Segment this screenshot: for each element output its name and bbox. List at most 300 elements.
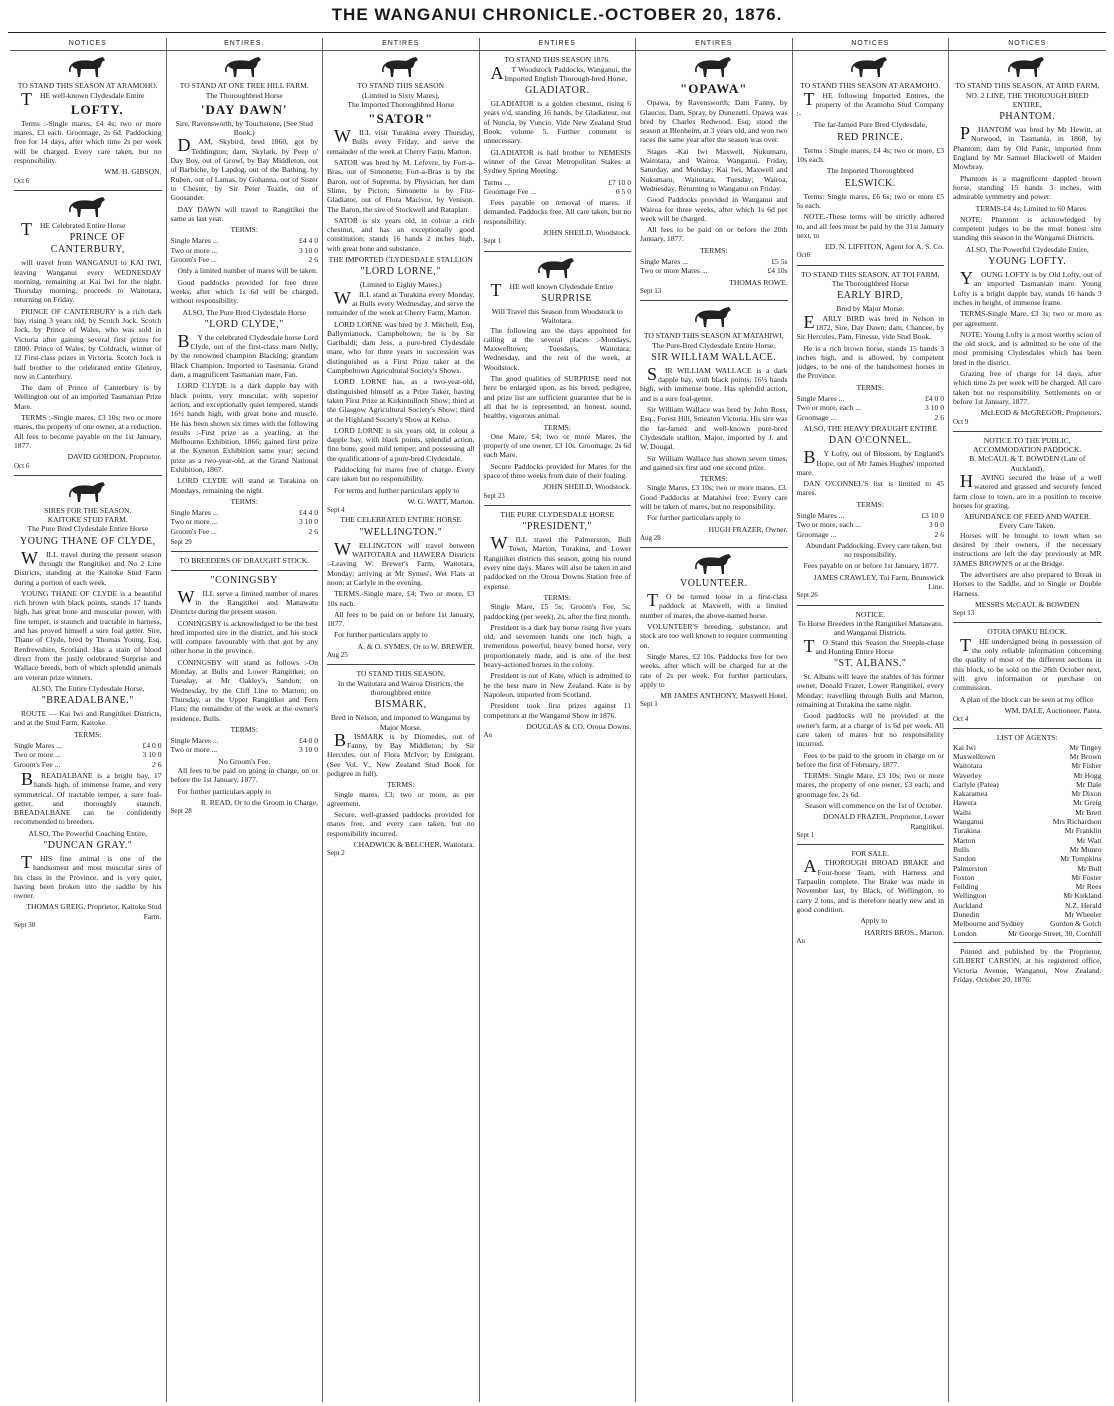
ad-subheading: KAITOKE STUD FARM. [47, 515, 128, 525]
terms-row: Two or more ... 3 10 0 [170, 517, 318, 527]
ad-text: PRINCE OF CANTERBURY is a rich dark bay, rising 3 years old, by Scotch Jock. Scotch Jock, by Prince of Wales, who was sold in Victoria after gaining several first prizes for £800. Prince of Wales, by Coldrach, winner of 12 First-class prizes in Victoria. Scotch Jock is half brother to the celebrated entire Glenroy, now in Canterbury. [14, 306, 162, 381]
terms-row: Groom's Fee ... 2 6 [170, 255, 318, 265]
ad-text: St. Albans will leave the stables of his former owner, Donald Frazer, Lower Rangitikei, every Monday; travelling through Bulls and Marton, remaining at Turakina the same night. [796, 672, 944, 710]
terms-table [171, 736, 319, 755]
horse-name: "LORD LORNE," [360, 266, 441, 278]
terms-row: Groomage ... 2 6 [796, 412, 944, 422]
ad-signature: DONALD FRAZER, Proprietor, Lower Rangitikei. [823, 812, 944, 831]
ad-text: Abundant Paddocking. Every care taken, but no responsibility. [805, 540, 942, 560]
ad-heading: NOTICE. [855, 609, 886, 619]
divider [640, 300, 788, 301]
horse-name: SIR WILLIAM WALLACE. [651, 351, 777, 363]
ad-date: Sept 1 [796, 830, 815, 839]
ad-text: ATHOROUGH BROAD BRAKE and Four-horse Team, with Harness and Tarpaulin complete. The Brake was made in November last, by Black, of Wellington, to carry 2 tons, and is therefore nearly new and in good condition. [796, 856, 944, 914]
ad-subheading: (Limited to Eighty Mares,) [359, 280, 442, 290]
ad-text: TO be turned loose in a first-class paddock at Maxwell, with a limited number of mares, the above-named horse. [640, 590, 788, 620]
ad-heading: TO STAND THIS SEASON, AT TOI FARM, [801, 269, 940, 279]
ad-text: All fees to be paid on or before 1st January, 1877. [327, 609, 475, 629]
ad-text: Phantom is a magnificent dappled brown horse, standing 15 hands 3 inches, with admirable symmetry and power. [953, 173, 1102, 202]
horse-name: DAN O'CONNEL. [828, 435, 912, 447]
ad-heading: THE PURE CLYDESDALE HORSE [500, 509, 615, 519]
column-header: ENTIRES [480, 38, 636, 51]
ad-signature: DOUGLAS & CO, Oroua Downs. [526, 721, 631, 731]
terms-table [171, 236, 319, 264]
ad-heading: TO STAND THIS SEASON, [356, 669, 446, 679]
ad-text: HAVING secured the lease of a well watered and grassed and securely fenced farm close to town, are in a position to receive horses for grazing. [953, 470, 1102, 510]
horse-name: ELSWICK. [844, 177, 896, 189]
ad-text: WILL travel during the present season through the Rangitikei and No 2 Line Districts, standing at the Kaitoke Stud Farm during a portion of each week. [14, 547, 162, 587]
ad-signature: THOMAS ROWE. [729, 277, 788, 287]
masthead [0, 0, 1114, 36]
ad-terms: Single mares, £3; two or more, as per agreement. [327, 789, 475, 808]
horse-name: "LORD CLYDE," [204, 318, 284, 330]
ad-text: Opawa, by Ravensworth; Dam Fanny, by Glaucus; Dam, Spray, by Dunezetti. Opawa was bred by Charles Redwood, Esq; stood the season at Blenheim, at 3 years old, and won two races the same year after the season was over. [640, 98, 788, 145]
ad-text: For further particulars apply to [647, 513, 741, 523]
ad-date: Aug 28 [640, 533, 661, 542]
column-header: ENTIRES [323, 38, 479, 51]
horse-name: BISMARK, [374, 699, 427, 711]
ad-heading: TO STAND THIS SEASON 1876. [504, 55, 611, 65]
ad-also: ALSO, The Powerful Coaching Entire, [28, 828, 147, 838]
ad-date: Oct 9 [953, 417, 969, 426]
ad-signature: ED. N. LIFFITON, Agent for A. S. Co. [824, 242, 944, 252]
ad-text: The advertisers are also prepared to Break in Horses to the Saddle, and to Single or Double Harness. [953, 569, 1102, 598]
agent-row: Hawera Mr Greig [953, 798, 1102, 808]
ad-date: Oct6 [796, 251, 811, 260]
ad-subheading: ABUNDANCE OF FEED AND WATER. [963, 512, 1091, 522]
agent-row: Turakina Mr Franklin [953, 826, 1102, 836]
ad-also: ALSO, The Entire Clydesdale Horse, [31, 683, 145, 693]
terms-table [484, 178, 632, 197]
ad-heading: THE CELEBRATED ENTIRE HORSE [340, 515, 462, 525]
ad-date: Oct 6 [14, 176, 30, 185]
horse-name: "WELLINGTON." [359, 526, 443, 538]
newspaper-title: THE WANGANUI CHRONICLE.-OCTOBER 20, 1876. [331, 5, 783, 24]
terms-row: Two or more, each ... 3 10 0 [796, 403, 944, 413]
terms-row: Two or more, each ... 3 0 0 [796, 520, 944, 530]
ad-terms: Terms :-Single mares, £4 4s; two or more mares, £3 each. Groomage, 2s 6d. Paddocking free for 14 days, after which time 2s per week will be charged. Every care taken, but no responsibility. [14, 118, 162, 166]
ad-heading: FOR SALE. [851, 849, 890, 859]
ad-text: Apply to [860, 916, 888, 926]
ad-note: NOTE: Young Lofty is a most worthy scion of the old stock, and is admitted to be one of the most promising Clydesdales which has been bred in the district. [953, 329, 1102, 367]
ad-note: NOTE: Phantom is acknowledged by competent judges to be the most honest sire standing this season in the Wanganui Districts. [953, 214, 1102, 243]
ad-text: Good paddocks will be provided at the owner's farm, at a charge of 1s 6d per week. All care taken of mares but no responsibility incurred. [796, 711, 944, 749]
horse-icon [223, 55, 265, 79]
ad-text: The dam of Prince of Canterbury is by Wellington out of an imported Tasmanian Prize Mare. [14, 383, 162, 411]
agent-row: Kai Iwi Mr Tingey [953, 742, 1102, 752]
ad-terms: TERMS: Single Mare, £3 10s; two or more mares, the property of one owner, £3 each, and groomage fee, 2s 6d. [796, 771, 944, 799]
horse-icon [67, 480, 109, 504]
ad-text: THE following Imported Entires, the property of the Aramoho Stud Company :- [796, 88, 944, 119]
agent-row: Auckland N.Z. Herald [953, 900, 1102, 910]
ad-text: Fees payable on removal of mares, if demanded. Paddocks free. All care taken, but no responsibility. [483, 198, 631, 226]
ad-intro: The Imported Thoroughbred [826, 166, 914, 176]
divider [484, 505, 632, 506]
ad-text: Sir William Wallace has shown seven times, and gained six first and one second prize. [640, 453, 788, 472]
column-6 [793, 38, 950, 1402]
ad-heading: SIRES FOR THE SEASON. [44, 505, 132, 515]
ad-text: CONINGSBY will stand as follows :-On Monday, at Bulls and Lower Rangitikei; on Tuesday, at Mr Oakley's, Sandon; on Wednesday, by the Cliff Line to Marton; on Thursday, at the Upper Rangitikei and Fern Flats; the remainder of the week at the owner's residence, Bulls. [170, 657, 318, 723]
ad-text: Only a limited number of mares will be taken. [177, 266, 318, 276]
ad-text: Fees to be paid to the groom in charge on or before the first of February, 1877. [796, 750, 944, 769]
agents-heading: LIST OF AGENTS: [996, 733, 1058, 743]
ad-text: Stages -Kai Iwi Maxwell, Nukumaru, Waitotara, and Wairoa. Wanganui, Friday, Saturday, and Monday; Kai Iwi, Maxwell and Nukumaru, Waitotara, Tuesday; Wairoa, Wednesday. Returning to Wanganui on Friday. [640, 146, 788, 193]
ad-date: Sept 30 [14, 921, 36, 930]
terms-label: TERMS: [856, 382, 884, 392]
agent-row: Waitotara Mr Fisher [953, 761, 1102, 771]
ad-date: Sept 1 [483, 237, 502, 246]
terms-table [797, 394, 945, 422]
ad-signature: CHADWICK & BELCHER, Waitotara. [353, 840, 475, 850]
ad-text: Season will commence on the 1st of October. [805, 801, 943, 810]
ad-text: SIR WILLIAM WALLACE is a dark dapple bay, with black points, 16½ hands high, with immense bone. Has splendid action, and is a sure foal-getter. [640, 363, 788, 403]
ad-text: All fees to be paid on or before the 20th January, 1877. [640, 225, 788, 244]
ad-subheading: Sire, Ravensworth, by Touchstone, (See Stud Book.) [175, 118, 313, 138]
column-header: ENTIRES [636, 38, 792, 51]
agent-row: Wellington Mr Kirkland [953, 891, 1102, 901]
ad-text: GLADIATOR is half brother to NEMESIS winner of the Great Metropolitan Stakes at Sydney Spring Meeting. [483, 147, 631, 176]
terms-label: TERMS: [543, 592, 571, 602]
horse-icon [693, 552, 735, 576]
ad-text: DAN O'CONNEL'S list is limited to 45 mares. [796, 479, 944, 498]
terms-row: Terms ... £7 10 0 [483, 177, 631, 187]
ad-terms: TERMS.-Single mare, £4; Two or more, £3 10s each. [327, 589, 475, 608]
ad-signature: THOMAS GREIG, Proprietor, Kaitoke Stud Farm. [26, 902, 162, 921]
horse-name: YOUNG LOFTY. [988, 256, 1067, 268]
ad-text: THE Celebrated Entire Horse [21, 218, 126, 239]
agent-row: Palmerston Mr Bull [953, 863, 1102, 873]
horse-icon [67, 195, 109, 219]
terms-row: Single Mares ... £4 0 0 [796, 394, 944, 404]
terms-label: TERMS: [230, 225, 258, 235]
ad-text: DAM, Skybird, bred 1860, got by Teddington; dam, Skylark, by Peep o' Day Boy, out of Growl, by Bay Middleton, out of Barbiche, by Lapdog, out of the Bathing, by Ruben, out of Lamas, by Gohanna, out of Sister to Chester, by Sir Peter Teazle, out of Goosander. [170, 135, 318, 203]
ad-text: For terms and further particulars apply to [334, 485, 460, 495]
ad-heading: TO STAND THIS SEASON, AT AIRD FARM, NO. 2 LINE, THE THOROUGH BRED ENTIRE, [955, 81, 1100, 109]
terms-table [14, 741, 162, 769]
masthead-rule [8, 32, 1106, 33]
ad-text: The following are the days appointed for calling at the several places :-Mondays, Maxwelltown; Tuesdays, Waitotara; Wednesday, and the rest of the week, at Woodstock. [483, 325, 631, 372]
terms-row: Two or more ... 3 10 0 [170, 745, 318, 755]
agents-list [953, 743, 1102, 938]
imprint: Printed and published by the Proprietor, GILBERT CARSON, at his registered office, Victoria Avenue, Wanganui, New Zealand. Friday, October 20, 1876. [953, 946, 1102, 984]
horse-icon [1006, 55, 1048, 79]
terms-row: Groom's Fee ... 2 6 [170, 526, 318, 536]
ad-signature: WM. DALE, Auctioneer, Patea. [1004, 705, 1102, 715]
horse-name: LOFTY. [70, 101, 124, 117]
agent-row: Kakaramea Mr Dixon [953, 789, 1102, 799]
terms-label: TERMS: [387, 780, 415, 790]
ad-date: Sept 13 [640, 286, 662, 295]
ad-text: Horses will be brought to town when so desired by their owners, if the necessary instructions are left the day previously at MR JAMES BROWN'S or at the Bridge. [953, 530, 1102, 568]
ad-intro: The Thoroughbred Horse [831, 279, 909, 289]
ad-text: He is a rich brown horse, stands 15 hands 3 inches high, and is allowed, by competent judges, to be one of the handsomest horses in the Province. [796, 343, 944, 381]
horse-name: YOUNG THANE OF CLYDE, [20, 535, 156, 547]
horse-icon [849, 55, 891, 79]
ad-subheading: ACCOMMODATION PADDOCK. [973, 445, 1082, 455]
terms-row: Groomage Fee ... 0 5 0 [483, 186, 631, 196]
ad-subheading: In the Waitotara and Wairoa Districts, the thoroughbred entire [337, 678, 464, 697]
terms-row: Two or more ... 3 10 0 [170, 245, 318, 255]
ad-date: Sept 23 [483, 491, 505, 500]
divider [953, 728, 1102, 729]
terms-row: Single Mares ... £4 0 0 [170, 736, 318, 746]
agent-row: Foxton Mr Foster [953, 872, 1102, 882]
agent-row: Wanganui Mrs Richardson [953, 817, 1102, 827]
ad-signature: WM. H. GIBSON. [104, 167, 162, 177]
terms-row: Two or more Mares ... £4 10s [640, 266, 788, 276]
terms-label: TERMS: [700, 474, 728, 484]
column-header: NOTICES [949, 38, 1106, 51]
ad-date: Au [796, 936, 806, 945]
agent-row: Marton Mr Watt [953, 835, 1102, 845]
horse-name: "OPAWA" [680, 81, 748, 97]
ad-date: Aug 25 [327, 651, 348, 660]
divider [953, 622, 1102, 623]
horse-name: "DUNCAN GRAY." [43, 840, 133, 851]
divider [484, 251, 632, 252]
horse-name: "ST. ALBANS." [833, 658, 907, 670]
columns [10, 38, 1106, 1402]
ad-intro: The far-famed Pure Bred Clydesdale, [813, 120, 927, 130]
ad-heading: TO STAND THIS SEASON AT MATAHIWI, [643, 331, 784, 341]
ad-subheading: To Horse Breeders in the Rangitikei Manawatu, and Wanganui Districts. [797, 618, 943, 638]
horse-name: RED PRINCE. [837, 131, 904, 143]
ad-terms: TERMS-£4 4s; Limited to 60 Mares [975, 203, 1086, 213]
ad-date: Sept 26 [796, 591, 818, 600]
divider [797, 844, 945, 845]
ad-text: A plan of the block can be seen at my office [960, 694, 1094, 704]
ad-text: Grazing free of charge for 14 days, after which time 2s per week will be charged. All care taken but no responsibility. Settlements on or before 1st January, 1877. [953, 369, 1102, 406]
ad-subheading: Every Care Taken. [999, 521, 1056, 531]
terms-label: TERMS: [74, 729, 102, 739]
ad-signature: JOHN SHEILD, Woodstock. [543, 228, 631, 238]
ad-date: Sept 4 [327, 506, 345, 515]
ad-heading: TO STAND AT ONE TREE HILL FARM. [179, 81, 309, 91]
agent-row: Waverley Mr Hogg [953, 770, 1102, 780]
terms-table [640, 257, 788, 276]
horse-name: EARLY BIRD, [837, 290, 904, 302]
ad-text: Single Mares, £2 10s. Paddocks free for two weeks, after which will be charged for at the rate of 2s per week. For further particulars, apply to [640, 651, 788, 689]
ad-date: Sept 13 [953, 609, 975, 618]
ad-text: WELLINGTON will travel between WAITOTARA and HAWERA Districts :-Leaving W. Brewer's Farm, Waitotara, Monday; arriving at Mr Symes', Wet Flats at noon; at Carlyle in the evening. [327, 538, 475, 587]
ad-text: Sir William Wallace was bred by John Ross, Esq., Forest Hill, Smeaton Victoria. His sire was the far-famed and well-known pure-bred Clydesdale stallion, Major, imported by J. and W. Dougal. [640, 405, 788, 452]
ad-text: For further particulars apply to [334, 630, 428, 640]
ad-text: BREADALBANE is a bright bay, 17 hands high, of immense frame, and very symmetrical. Of tractable temper, a sure foal-getter, and thoroughly staunch. BREADALBANE can be confidently recommended to breeders. [14, 768, 162, 827]
ad-also: ALSO, The Powerful Clydesdale Entire, [965, 244, 1089, 254]
ad-text: THE well known Clydesdale Entire [490, 279, 614, 300]
divider [953, 431, 1102, 432]
horse-icon [693, 305, 735, 329]
ad-intro: The Pure-Bred Clydesdale Entire Horse, [652, 340, 776, 350]
agent-row: Bulls Mr Munro [953, 844, 1102, 854]
ad-text: THIS fine animal is one of the handsomest and most muscular sires of his class in the Province, and is very quiet, having been broken into the saddle by his owner. [14, 852, 162, 901]
ad-intro: The Imported Thoroughbred Horse [347, 99, 455, 109]
ad-terms: One Mare, £4; two or more Mares, the property of one owner, £3 10s. Groomage, 2s 6d each Mare. [483, 431, 631, 460]
divider [327, 664, 475, 665]
ad-date: Sept 28 [170, 807, 192, 816]
ad-signature: DAVID GORDON, Proprietor. [67, 452, 162, 462]
horse-name: 'DAY DAWN' [200, 101, 288, 117]
ad-text: VOLUNTEER'S breeding, substance, and stock are too well known to require commenting on. [640, 622, 788, 650]
ad-names: B. McCAUL & T. BOWDEN (Late of Auckland), [969, 454, 1086, 473]
ad-text: The good qualities of SURPRISE need not here be enlarged upon, as his breed, pedigree, and prize list are sufficient guarantee that he is all that he is represented, an honest, sound, healthy, vigorous animal. [483, 374, 631, 421]
ad-heading: TO STAND THIS SEASON AT ARAMOHO. [800, 81, 941, 91]
ad-text: WILL stand at Turakina every Monday, at Bulls every Wednesday, and serve the remainder of the week at Cherry Farm, Marton. [327, 287, 475, 318]
ad-signature: W. G. WATT, Marton. [407, 496, 475, 506]
divider [171, 551, 319, 552]
ad-signature: JAMES CRAWLEY, Toi Farm, Brunswick Line. [813, 572, 944, 592]
ad-subheading: Bred in Nelson, and imported to Wanganui by Major Morse. [330, 713, 471, 732]
ad-text: LORD CLYDE will stand at Turakina on Mondays, remaining the night. [170, 476, 318, 495]
column-1 [10, 38, 167, 1402]
ad-signature: MR JAMES ANTHONY, Maxwell Hotel. [660, 691, 788, 701]
divider [640, 547, 788, 548]
terms-row: Single Mares ... £4 0 0 [14, 741, 162, 751]
ad-signature: JOHN SHEILD, Woodstock. [543, 482, 631, 492]
ad-text: WILL visit Turakina every Thursday, Bulls every Friday, and serve the remainder of the week at Cherry Farm, Marton. [327, 126, 475, 156]
terms-label: TERMS: [700, 245, 728, 255]
ad-date: Oct 4 [953, 715, 969, 724]
agent-row: Carlyle (Patea) Mr Dale [953, 779, 1102, 789]
horse-name: "CONINGSBY [210, 574, 278, 586]
ad-terms: TERMS-Single Mare, £3 3s; two or more as per agreement. [953, 309, 1102, 328]
terms-table [171, 508, 319, 536]
ad-subheading: (Limited to Sixty Mares), [361, 90, 440, 100]
ad-text: EARLY BIRD was bred in Nelson in 1872, Sire, Day Dawn; dam, Chancee, by Sir Hercules, Pam, Finesse, vide Stud Book. [796, 311, 944, 342]
ad-terms: TERMS :-Single mares, £3 10s; two or more mares, the property of one owner, at a reduction. All fees to become payable on the 1st January, 1877. [14, 413, 162, 450]
ad-terms: Terms: Single mares, £6 6s; two or more £5 5s each. [796, 191, 944, 210]
terms-label: TERMS: [230, 496, 258, 506]
column-header: NOTICES [10, 38, 166, 51]
ad-subheading: Will Travel this Season from Woodstock to Waitotara. [491, 306, 623, 326]
horse-name: "SATOR" [368, 111, 434, 127]
ad-text: BY Lofty, out of Blossom, by England's Hope, out of Mr James Hughes' imported mare. [796, 447, 944, 477]
ad-text: All fees to be paid on going in charge, on or before the 1st January, 1877. [170, 766, 318, 785]
ad-text: YOUNG THANE OF CLYDE is a beautiful rich brown with black points, stands 17 hands high, has great bone and muscular power, with fine temper, is staunch and tractable in harness, and has proved himself a sure foal getter. Sire, Thane of Clyde, bred by Thomas Young, Esq. Renfrewshire, Scotland. Has a stain of blood direct from the justly celebrated Surprise and Wallace breeds, both of which splendid animals are veteran prize winners. [14, 588, 162, 682]
ad-signature: A. & O. SYMES, Or to W. BREWER. [357, 641, 475, 651]
ad-subheading: Bred by Major Morse. [836, 304, 905, 314]
ad-text: CONINGSBY is acknowledged to be the best bred imported sire in the district, and his stock will compare favourably with that got by any other horse in the province. [170, 618, 318, 656]
ad-text: LORD LORNE has, as a two-year-old, distinguished himself as a Prize Taker, having taken First Prize at Kirkintulloch Show; third at the Glasgow Agricultural Society's Show; third at the Highland Society's Show at Kelso. [327, 377, 475, 424]
ad-text: Paddocking for mares free of charge. Every care taken but no responsibility. [327, 464, 475, 484]
ad-intro: THE IMPORTED CLYDESDALE STALLION [328, 255, 473, 265]
terms-row: Single Mares ... £4 4 0 [170, 236, 318, 246]
ad-date: Sept 29 [170, 538, 192, 547]
ad-date: Au [483, 731, 493, 740]
ad-intro: The Pure Bred Clydesdale Entire Horse [27, 524, 148, 534]
terms-row: Groomage ... 2 6 [796, 529, 944, 539]
terms-label: TERMS: [543, 422, 571, 432]
ad-text: No Groom's Fee. [218, 756, 271, 766]
column-4 [480, 38, 637, 1402]
ad-also: ALSO, THE HEAVY DRAUGHT ENTIRE [803, 423, 937, 433]
ad-text: LORD LORNE is six years old, in colour a dapple bay, with black points, splendid action, fine bone, good mild temper; and possessing all the qualifications of a pure-bred Clydesdale. [327, 425, 475, 463]
ad-heading: TO STAND THIS SEASON AT ARAMOHO. [17, 81, 158, 91]
ad-terms: Terms : Single mares, £4 4s; two or more, £3 10s each. [796, 145, 944, 165]
ad-signature: HARRIS BROS., Marton. [864, 927, 944, 937]
ad-text: WILL serve a limited number of mares in the Rangitikei and Manawatu Districts during the present season. [170, 586, 318, 617]
horse-name: "PRESIDENT," [522, 521, 593, 533]
ad-text: Secure, well-grassed paddocks provided for mares free, and every care taken, but no responsibility incurred. [327, 810, 475, 838]
terms-label: TERMS: [856, 499, 884, 509]
column-header: ENTIRES. [167, 38, 323, 51]
ad-text: LORD CLYDE is a dark dapple bay with black points, very muscular, with superior action, and exceptionally quiet tempered, stands 16½ hands high, with great bone and muscle. He has been shown six times with the following results :-First prize as a yearling, at the Melbourne Exhibition, 1866; gained first prize at the Kyneton Exhibition same year; second prize as a two-year-old, at the Grand National Exhibition, 1867. [170, 381, 318, 474]
ad-route: ROUTE — Kai Iwi and Rangitikei Districts, and at the Stud Farm, Kaitoke. [14, 709, 162, 728]
ad-text: LORD LORNE was bred by J. Mitchell, Esq, Ballymianock, Campbeltown; he is by Sir Garibaldi; dam Jess, a pure-bred Clydesdale mare, who for three years in succession was distinguished as a First Prize taker at the Campbeltown Agricultural Society's Shows. [327, 319, 475, 376]
divider [797, 605, 945, 606]
column-5 [636, 38, 793, 1402]
terms-table [797, 511, 945, 539]
ad-heading: TO BREEDERS OF DRAUGHT STOCK. [179, 556, 310, 566]
divider [14, 190, 162, 191]
ad-intro: The Thoroughbred Horse [205, 90, 283, 100]
terms-row: Single Mares ... £5 5s [640, 257, 788, 267]
ad-text: will travel from WANGANUI to KAI IWI, leaving Wanganui every WEDNESDAY morning, remaining at Kai Iwi for the night. Thursday morning, proceeds to Waitotara, returning on Friday. [14, 258, 162, 305]
horse-icon [67, 55, 109, 79]
ad-heading: OTOIA OPAKU BLOCK. [987, 627, 1068, 637]
ad-also: ALSO, The Pure Bred Clydesdale Horse [182, 307, 306, 317]
ad-text: Good paddocks provided for free three weeks, after which 1s 6d will be charged, without responsibility. [170, 277, 318, 306]
ad-text: Good Paddocks provided in Wanganui and Wairoa for three weeks, after which 1s 6d per week will be charged. [640, 195, 788, 223]
ad-terms: Single Mares, £3 10s; two or more mares, £3. Good Paddocks at Matahiwi free. Every care will be taken of mares, but no responsibility. [640, 483, 788, 511]
ad-text: THE well-known Clydesdale Entire [21, 88, 145, 109]
ad-text: Secure Paddocks provided for Mares for the space of three weeks from date of their foaling. [483, 461, 631, 480]
ad-text: President took first prizes against 11 competitors at the Wanganui Show in 1876. [483, 701, 631, 720]
ad-text: SATOR is six years old, in colour a rich chestnut, and has an exceptionally good constitution; stands 16 hands 2 inches high, with great bone and substance. [327, 215, 475, 253]
ad-text: BY the celebrated Clydesdale horse Lord Clyde, out of the first-class mare Nelly, by the renowned champion Blacking; grandam Black Champion. Imported to Tasmania. Grand dam, a magnificent Tasmanian mare, Fan. [170, 330, 318, 380]
ad-text: Fees payable on or before 1st January, 1877. [803, 561, 939, 571]
terms-row: Two or more ... 3 10 0 [14, 750, 162, 760]
divider [14, 475, 162, 476]
horse-icon [536, 256, 578, 280]
ad-text: DAY DAWN will travel to Rangitikei the same as last year. [170, 204, 318, 223]
agent-row: Maxwelltown Mr Brown [953, 752, 1102, 761]
ad-date: Sept 1 [640, 700, 658, 709]
ad-text: President is out of Kate, which is admitted to be the best mare in New Zealand. Kate is by Napoleon, imported from Scotland. [483, 671, 631, 699]
ad-heading: TO STAND THIS SEASON [357, 81, 445, 91]
terms-row: Single Mares ... £3 10 0 [796, 510, 944, 520]
ad-text: For further particulars apply to [177, 786, 272, 796]
agent-row: London Mr George Street, 30, Cornhill [953, 928, 1102, 938]
horse-name: VOLUNTEER. [680, 578, 748, 590]
ad-note: NOTE.-These terms will be strictly adhered to, and all fees must be paid by the 31st January next, to [796, 212, 944, 240]
ad-date: Sept 2 [327, 849, 345, 858]
horse-icon [693, 55, 735, 79]
divider [797, 265, 945, 266]
column-2 [167, 38, 324, 1402]
divider [953, 942, 1102, 943]
ad-text: THE undersigned being in possession of the only reliable information concerning the quality of most of the different sections in this block, to be sold on the 26th October next, will give information or purchase on commission. [953, 634, 1102, 693]
ad-signature: R. READ, Or to the Groom in Charge, [200, 797, 318, 807]
ad-text: WILL travel the Palmerston, Bull Town, Marton, Turakina, and Lower Rangitikei districts this season, going his round every nine days. Mares will also be taken in and paddocked on the Oroua Downs Station free of expense. [483, 533, 631, 591]
ad-signature: McLEOD & McGREGOR, Proprietors. [980, 408, 1102, 418]
agent-row: Waihi Mr Brett [953, 807, 1102, 817]
agent-row: Melbourne and Sydney Gordon & Gotch [953, 919, 1102, 929]
ad-heading: NOTICE TO THE PUBLIC, [983, 435, 1071, 445]
ad-terms: Single Mare, £5 5s; Groom's Fee, 5s; paddocking (per week), 2s, after the first month. [483, 602, 631, 621]
horse-name: GLADIATOR. [524, 85, 590, 97]
agent-row: Sandon Mr Tompkins [953, 854, 1102, 864]
ad-signature: HUGH FRAZER, Owner. [708, 524, 788, 534]
horse-icon [380, 55, 422, 79]
ad-text: TO Stand this Season the Steeple-chase and Hunting Entire Horse [803, 635, 944, 656]
terms-row: Groom's Fee ... 2 6 [14, 759, 162, 769]
column-7 [949, 38, 1106, 1402]
ad-date: Oct 6 [14, 461, 30, 470]
horse-name: PRINCE OF CANTERBURY, [50, 232, 125, 256]
terms-label: TERMS: [230, 724, 258, 734]
ad-text: YOUNG LOFTY is by Old Lofty, out of an imported Tasmanian mare. Young Lofty is a bright dapple bay, stands 16 hands 3 inches in height, of immense frame. [953, 268, 1102, 307]
